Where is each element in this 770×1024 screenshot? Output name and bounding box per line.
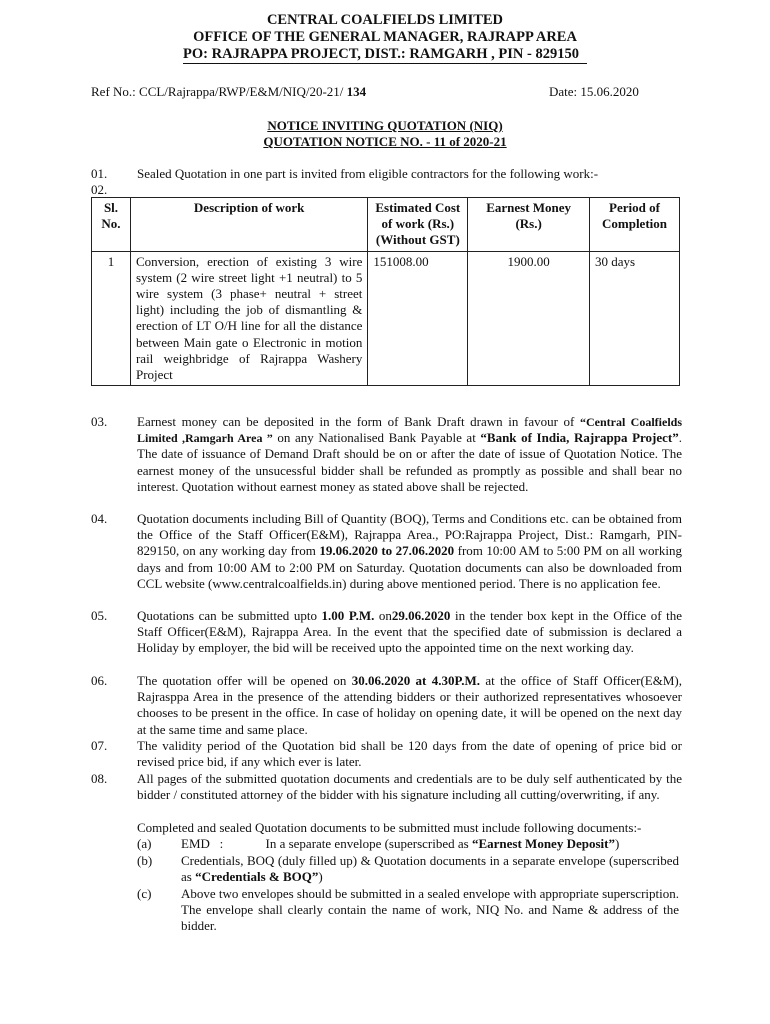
notice-date: Date: 15.06.2020 (549, 84, 639, 99)
p05-date: 29.06.2020 (391, 608, 451, 623)
p06-t1: The quotation offer will be opened on (137, 673, 352, 688)
cell-cost: 151008.00 (368, 251, 468, 386)
address-line: PO: RAJRAPPA PROJECT, DIST.: RAMGARH , PIN - 829150 (183, 46, 587, 64)
sub-a-bold: “Earnest Money Deposit” (471, 836, 615, 851)
para-06-num: 06. (91, 673, 108, 688)
para-03-text (137, 414, 682, 495)
para-07-text: The validity period of the Quotation bid shall be 120 days from the date of opening of price bid or revised price bid, if any which ever is later. (137, 738, 682, 770)
p03-bank: “Bank of India, Rajrappa Project” (480, 430, 679, 446)
p06-t2: at the office of Staff Officer(E&M), Rajrasppa Area in the presence of the attending bidders or their authorized representatives whosoever chooses to be present in the office. In case of holiday on opening date, it will be opened on the next day at the same time and same place. (137, 673, 683, 737)
para-03-num: 03. (91, 414, 108, 429)
th-sl: Sl. No. (92, 198, 131, 252)
p05-t2: on (374, 608, 392, 623)
cell-sl: 1 (92, 251, 131, 386)
sub-a-label: (a) (137, 836, 152, 851)
p04-t1: Quotation documents including Bill of Quantity (BOQ), Terms and Conditions etc. can be obtained from the Office of the Staff Officer(E&M), Rajrappa Area., PO:Rajrappa Project, Dist.: Ramgarh, PIN-829150, on any working day from (137, 511, 682, 559)
notice-title: NOTICE INVITING QUOTATION (NIQ) (267, 118, 503, 133)
para-01-text: Sealed Quotation in one part is invited from eligible contractors for the following work:- (137, 166, 599, 181)
ref-number: 134 (346, 84, 367, 99)
th-description: Description of work (130, 198, 367, 252)
reference-number (91, 84, 366, 100)
sub-a-t1: EMD : In a separate envelope (superscribed as (181, 836, 472, 851)
p06-opening: 30.06.2020 at 4.30P.M. (351, 673, 480, 688)
th-cost: Estimated Cost of work (Rs.) (Without GST) (368, 198, 468, 252)
office-name: OFFICE OF THE GENERAL MANAGER, RAJRAPP AREA (193, 29, 577, 45)
sub-b-text (181, 853, 679, 885)
org-name: CENTRAL COALFIELDS LIMITED (266, 12, 504, 28)
works-table (91, 197, 680, 386)
notice-number: QUOTATION NOTICE NO. - 11 of 2020-21 (263, 134, 507, 149)
para-01-num: 01. (91, 166, 108, 181)
para-02-num: 02. (91, 182, 108, 197)
p05-time: 1.00 P.M. (321, 608, 375, 623)
sub-b-bold: “Credentials & BOQ” (195, 869, 319, 885)
para-08-num: 08. (91, 771, 108, 786)
sub-c-label: (c) (137, 886, 152, 901)
sub-b-label: (b) (137, 853, 153, 868)
para-04-num: 04. (91, 511, 108, 526)
p05-t1: Quotations can be submitted upto (137, 608, 322, 623)
p03-payee: “Central Coalfields Limited ,Ramgarh Area ” (137, 415, 683, 446)
th-period: Period of Completion (590, 198, 680, 252)
table-header-row (92, 198, 680, 252)
para-07-num: 07. (91, 738, 108, 753)
para-08-text: All pages of the submitted quotation documents and credentials are to be duly self authenticated by the bidder / constituted attorney of the bidder with his signature including all cutting/overwriting, if any. (137, 771, 682, 803)
p04-t2: from 10:00 AM to 5:00 PM on all working days and from 10:00 AM to 2:00 PM on Saturday. Quotation documents can also be downloaded from CCL website (www.centralcoalfields.in) during above mentioned period. There is no application fee. (137, 543, 682, 591)
sub-b-t2: ) (318, 869, 323, 885)
sub-c-text: Above two envelopes should be submitted in a sealed envelope with appropriate superscription. The envelope shall clearly contain the name of work, NIQ No. and Name & address of the bidder. (181, 886, 679, 934)
cell-period: 30 days (590, 251, 680, 386)
p03-t2: on any Nationalised Bank Payable at (272, 430, 481, 446)
p03-t3: . The date of issuance of Demand Draft should be on or after the date of issue of Quotation Notice. The earnest money of the unsucessful bidder shall be refunded as promptly as possible and shall bear no interest. Quotation without earnest money as stated above shall be rejected. (137, 430, 682, 494)
sub-a-t2: ) (614, 836, 620, 851)
para-05-num: 05. (91, 608, 108, 623)
para-04-text (137, 511, 682, 592)
sub-b-t1: Credentials, BOQ (duly filled up) & Quotation documents in a separate envelope (superscribed as (181, 853, 679, 885)
p03-t1: Earnest money can be deposited in the form of Bank Draft drawn in favour of (137, 414, 580, 429)
sub-a-text (181, 836, 679, 852)
p05-t3: in the tender box kept in the Office of the Staff Officer(E&M), Rajrappa Area. In the event that the specified date of submission is declared a Holiday by employer, the bid will be received upto the appointed time on the next working day. (137, 608, 682, 656)
table-row (92, 251, 680, 386)
office-address (80, 46, 690, 64)
th-earnest: Earnest Money (Rs.) (468, 198, 590, 252)
ref-text: Ref No.: CCL/Rajrappa/RWP/E&M/NIQ/20-21/ (91, 84, 347, 99)
p04-dates: 19.06.2020 to 27.06.2020 (319, 543, 455, 559)
cell-description: Conversion, erection of existing 3 wire system (2 wire street light +1 neutral) to 5 wire system (3 phase+ neutral + street light) including the job of dismantling & erection of LT O/H line for all the distance between Main gate o Electronic in motion rail weighbridge of Rajrappa Washery Project (130, 251, 367, 386)
para-06-text (137, 673, 682, 738)
para-08-text2: Completed and sealed Quotation documents to be submitted must include following documents:- (137, 820, 642, 835)
para-05-text (137, 608, 682, 657)
cell-earnest: 1900.00 (468, 251, 590, 386)
